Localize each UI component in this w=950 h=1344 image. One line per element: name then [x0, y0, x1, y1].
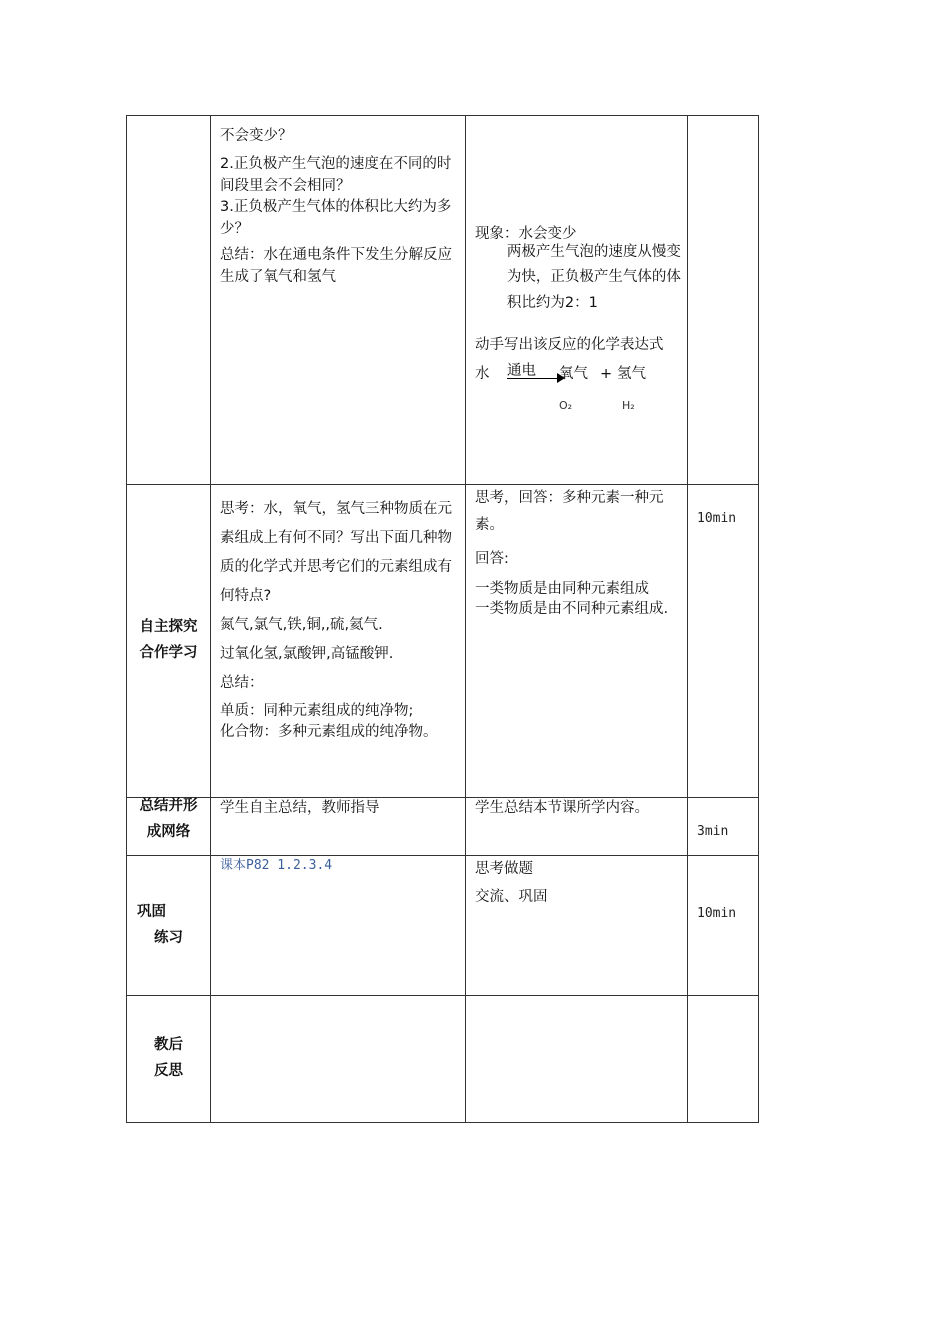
- stage-label: 合作学习: [139, 645, 198, 661]
- student-text: 回答:: [475, 550, 509, 567]
- time-value: 10min: [697, 906, 737, 921]
- student-text: 思考做题: [475, 861, 533, 877]
- time-value: 10min: [697, 511, 737, 526]
- stage-label: 教后: [154, 1037, 183, 1054]
- stage-label: 练习: [154, 929, 183, 946]
- equation-product1: 氧气: [559, 366, 588, 383]
- student-text: 思考，回答：多种元素一种元素。: [475, 490, 664, 533]
- formula-o2: O₂: [559, 399, 573, 413]
- activity-text: 总结：: [220, 675, 264, 691]
- student-text: 一类物质是由同种元素组成: [475, 581, 649, 598]
- detail-text: 两极产生气泡的速度从慢变为快，正负极产生气体的体积比约为2：1: [506, 243, 681, 311]
- student-cell: [466, 116, 688, 485]
- time-cell: [688, 856, 759, 996]
- student-cell: [466, 856, 688, 996]
- student-text: 交流、巩固: [475, 888, 548, 905]
- activity-cell: [211, 996, 466, 1123]
- time-value: 3min: [697, 824, 729, 839]
- activity-text: 总结：水在通电条件下发生分解反应生成了氧气和氢气: [220, 246, 452, 285]
- activity-text: 学生自主总结，教师指导: [220, 800, 380, 816]
- activity-text: 过氧化氢,氯酸钾,高锰酸钾.: [220, 646, 394, 662]
- arrow-line-icon: [507, 378, 559, 379]
- table-row: [127, 798, 759, 856]
- time-cell: [688, 996, 759, 1123]
- table-row: [127, 856, 759, 996]
- formula-h2: H₂: [622, 399, 635, 413]
- chemical-equation: [475, 364, 681, 420]
- stage-cell: [127, 798, 211, 856]
- activity-cell: [211, 116, 466, 485]
- stage-label: 成网络: [146, 823, 191, 840]
- textbook-exercise-link: 课本P82 1.2.3.4: [220, 858, 333, 873]
- activity-cell: [211, 485, 466, 798]
- stage-cell: [127, 485, 211, 798]
- stage-label: 反思: [154, 1063, 183, 1079]
- activity-text: 思考：水，氧气，氢气三种物质在元素组成上有何不同？写出下面几种物质的化学式并思考它们的元素组成有何特点?: [220, 501, 452, 604]
- student-cell: [466, 798, 688, 856]
- student-text: 一类物质是由不同种元素组成.: [475, 600, 669, 617]
- activity-text: 不会变少？: [220, 128, 293, 144]
- stage-label: 巩固: [137, 903, 166, 920]
- activity-text: 氮气,氯气,铁,铜,,硫,氦气.: [220, 617, 383, 633]
- table-row: [127, 485, 759, 798]
- equation-condition: 通电: [507, 363, 536, 380]
- activity-cell: [211, 798, 466, 856]
- stage-cell: [127, 856, 211, 996]
- student-cell: [466, 996, 688, 1123]
- activity-cell: [211, 856, 466, 996]
- table-row: [127, 996, 759, 1123]
- equation-plus: +: [600, 366, 613, 383]
- activity-text: 2.正负极产生气泡的速度在不同的时间段里会不会相同？: [220, 155, 452, 194]
- time-cell: [688, 798, 759, 856]
- stage-label: 自主探究: [139, 619, 198, 636]
- stage-label: 总结并形: [139, 798, 198, 814]
- activity-text: 3.正负极产生气体的体积比大约为多少？: [220, 199, 452, 237]
- student-text: 学生总结本节课所学内容。: [475, 800, 649, 816]
- time-cell: [688, 116, 759, 485]
- activity-text: 单质：同种元素组成的纯净物;: [220, 703, 414, 719]
- stage-cell: [127, 996, 211, 1123]
- stage-cell: [127, 116, 211, 485]
- student-cell: [466, 485, 688, 798]
- activity-text: 化合物：多种元素组成的纯净物。: [220, 723, 438, 740]
- table-row: [127, 116, 759, 485]
- lesson-plan-table: [126, 115, 759, 1123]
- equation-product2: 氢气: [617, 366, 646, 383]
- equation-reactant: 水: [475, 366, 490, 383]
- observation-text: 现象：水会变少: [475, 226, 577, 242]
- task-text: 动手写出该反应的化学表达式: [475, 336, 664, 353]
- time-cell: [688, 485, 759, 798]
